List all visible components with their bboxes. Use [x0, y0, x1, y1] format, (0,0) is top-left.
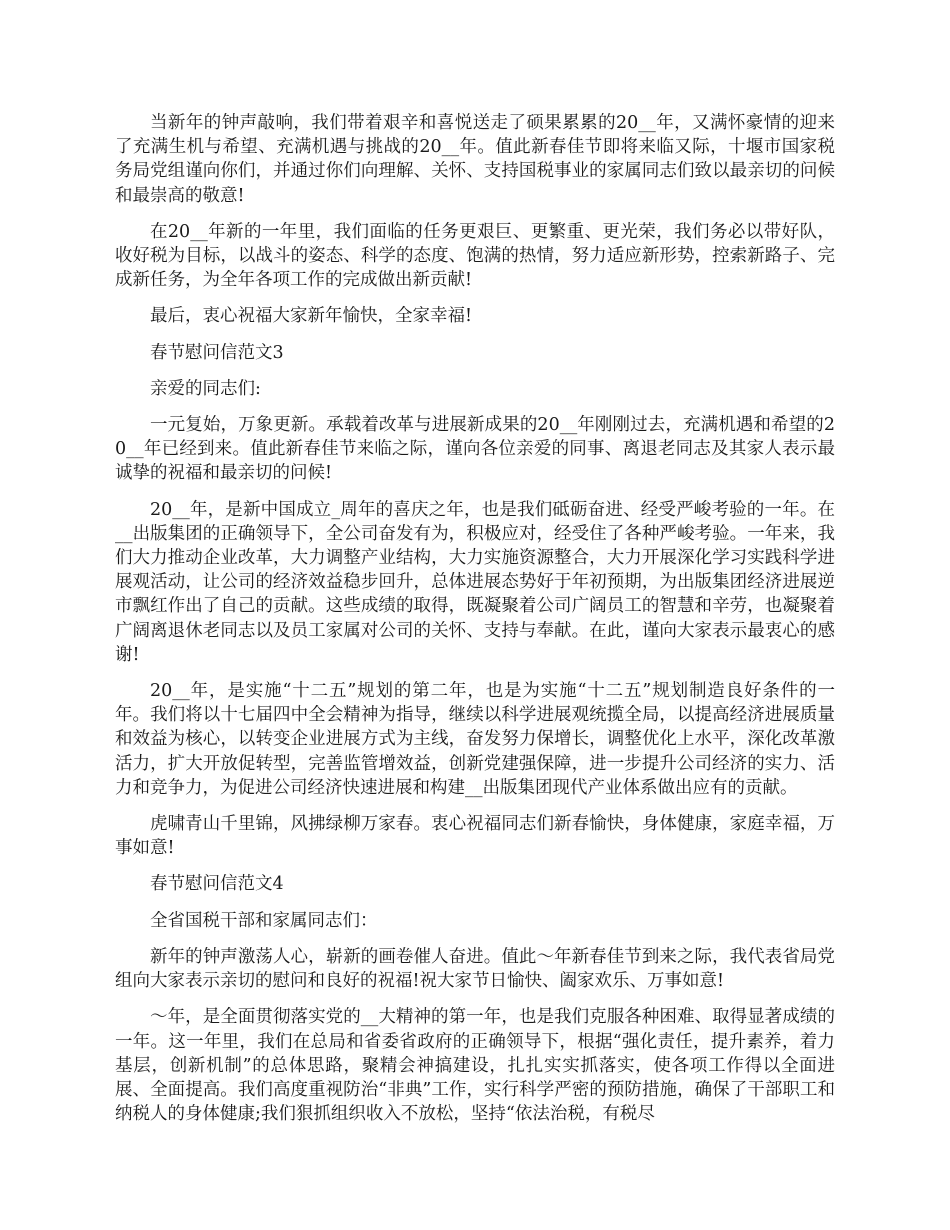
paragraph-review-4: ～年，是全面贯彻落实党的__大精神的第一年，也是我们克服各种困难、取得显著成绩的一年。这一年里，我们在总局和省委省政府的正确领导下，根据“强化责任，提升素养，着力基层，创新机制”的总体思路，聚精会神搞建设，扎扎实实抓落实，使各项工作得以全面进展、全面提高。我们高度重视防治“非典”工作，实行科学严密的预防措施，确保了干部职工和纳税人的身体健康;我们狠抓组织收入不放松，坚持“依法治税，有税尽	[115, 1007, 835, 1125]
section-heading-3: 春节慰问信范文3	[150, 342, 284, 363]
salutation-3: 亲爱的同志们:	[150, 378, 261, 399]
paragraph-closing-wishes: 最后，衷心祝福大家新年愉快，全家幸福!	[150, 306, 473, 327]
paragraph-new-year-3: 一元复始，万象更新。承载着改革与进展新成果的20__年刚刚过去，充满机遇和希望的20__年已经到来。值此新春佳节来临之际，谨向各位亲爱的同事、离退老同志及其家人表示最诚挚的祝福和最亲切的问候!	[115, 415, 835, 484]
paragraph-blessing-3: 虎啸青山千里锦，风拂绿柳万家春。衷心祝福同志们新春愉快，身体健康，家庭幸福，万事如意!	[115, 814, 835, 859]
paragraph-review-3: 20__年，是新中国成立_周年的喜庆之年，也是我们砥砺奋进、经受严峻考验的一年。在__出版集团的正确领导下，全公司奋发有为，积极应对，经受住了各种严峻考验。一年来，我们大力推动企业改革，大力调整产业结构，大力实施资源整合，大力开展深化学习实践科学进展观活动，让公司的经济效益稳步回升，总体进展态势好于年初预期，为出版集团经济进展逆市飘红作出了自己的贡献。这些成绩的取得，既凝聚着公司广阔员工的智慧和辛劳，也凝聚着广阔离退休老同志以及员工家属对公司的关怀、支持与奉献。在此，谨向大家表示最衷心的感谢!	[115, 499, 835, 665]
paragraph-tasks: 在20__年新的一年里，我们面临的任务更艰巨、更繁重、更光荣，我们务必以带好队，收好税为目标，以战斗的姿态、科学的态度、饱满的热情，努力适应新形势，控索新路子、完成新任务，为全年各项工作的完成做出新贡献!	[115, 221, 835, 291]
paragraph-greeting-4: 新年的钟声激荡人心，崭新的画卷催人奋进。值此～年新春佳节到来之际，我代表省局党组向大家表示亲切的慰问和良好的祝福!祝大家节日愉快、阖家欢乐、万事如意!	[115, 946, 835, 992]
salutation-4: 全省国税干部和家属同志们：	[150, 910, 378, 931]
paragraph-intro: 当新年的钟声敲响，我们带着艰辛和喜悦送走了硕果累累的20__年，又满怀豪情的迎来了充满生机与希望、充满机遇与挑战的20__年。值此新春佳节即将来临又际，十堰市国家税务局党组谨向你们，并通过你们向理解、关怀、支持国税事业的家属同志们致以最亲切的问候和最崇高的敬意!	[115, 113, 835, 206]
paragraph-plan-3: 20__年，是实施“十二五”规划的第二年，也是为实施“十二五”规划制造良好条件的一年。我们将以十七届四中全会精神为指导，继续以科学进展观统揽全局，以提高经济进展质量和效益为核心，以转变企业进展方式为主线，奋发努力保增长，调整优化上水平，深化改革激活力，扩大开放促转型，完善监管增效益，创新党建强保障，进一步提升公司经济的实力、活力和竞争力，为促进公司经济快速进展和构建__出版集团现代产业体系做出应有的贡献。	[115, 681, 835, 798]
section-heading-4: 春节慰问信范文4	[150, 874, 284, 895]
document-body	[115, 111, 835, 1138]
